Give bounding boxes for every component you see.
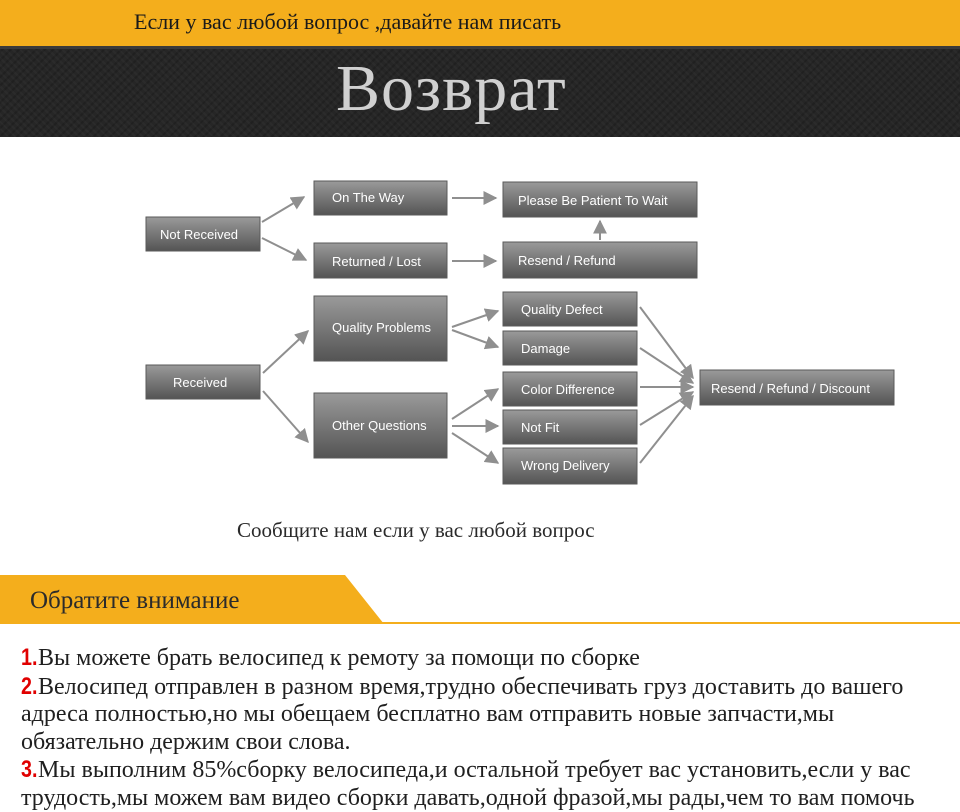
notice-section-header: [0, 575, 960, 625]
svg-text:Resend / Refund: Resend / Refund: [518, 253, 616, 268]
node-wrong-delivery: [503, 448, 637, 484]
node-resend-refund: [503, 242, 697, 278]
notice-title: Обратите внимание: [30, 587, 240, 614]
flowchart-caption: Сообщите нам если у вас любой вопрос: [237, 518, 595, 542]
contact-prompt: Если у вас любой вопрос ,давайте нам писать: [134, 9, 562, 34]
svg-text:Please Be Patient To Wait: Please Be Patient To Wait: [518, 193, 668, 208]
svg-text:Quality Problems: Quality Problems: [332, 320, 431, 335]
svg-text:Resend / Refund / Discount: Resend / Refund / Discount: [711, 381, 870, 396]
node-other-questions: [314, 393, 447, 458]
svg-text:Returned / Lost: Returned / Lost: [332, 254, 421, 269]
node-not-fit: [503, 410, 637, 444]
svg-text:Color Difference: Color Difference: [521, 382, 615, 397]
svg-text:Wrong Delivery: Wrong Delivery: [521, 458, 610, 473]
notice-item-text: Мы выполним 85%сборку велосипеда,и остальной требует вас установить,если у вас трудость,мы можем вам видео сборки давать,одной фразой,мы рады,чем то вам помочь: [21, 757, 915, 811]
node-quality-defect: [503, 292, 637, 326]
notice-item-text: Велосипед отправлен в разном время,трудно обеспечивать груз доставить до вашего адреса полностью,но мы обещаем бесплатно вам отправить новые запчасти,мы обязательно держим свои слова.: [21, 673, 904, 755]
node-on-the-way: [314, 181, 447, 215]
node-not-received: [146, 217, 260, 251]
svg-text:Damage: Damage: [521, 341, 571, 356]
svg-text:Received: Received: [173, 375, 228, 390]
node-color-difference: [503, 372, 637, 406]
node-please-wait: [503, 182, 697, 217]
svg-text:On The Way: On The Way: [332, 190, 405, 205]
return-flowchart: [0, 137, 960, 507]
notice-item: [21, 756, 941, 812]
header-banner: [0, 46, 960, 137]
node-resend-refund-discount: [700, 370, 894, 405]
notice-item-number: 1.: [21, 644, 38, 671]
notice-item: [21, 673, 941, 757]
svg-text:Other Questions: Other Questions: [332, 418, 427, 433]
page-title: Возврат: [336, 52, 567, 125]
notice-item-number: 2.: [21, 672, 38, 700]
svg-text:Quality Defect: Quality Defect: [521, 302, 603, 317]
notice-item-number: 3.: [21, 756, 38, 783]
node-returned-lost: [314, 243, 447, 278]
node-received: [146, 365, 260, 399]
top-contact-bar: [0, 0, 960, 46]
svg-text:Not Received: Not Received: [160, 227, 239, 242]
node-quality-problems: [314, 296, 447, 361]
notice-item: [21, 644, 941, 673]
notice-list: [21, 644, 941, 812]
svg-text:Not Fit: Not Fit: [521, 420, 560, 435]
notice-item-text: Вы можете брать велосипед к ремоту за помощи по сборке: [38, 645, 640, 671]
node-damage: [503, 331, 637, 365]
